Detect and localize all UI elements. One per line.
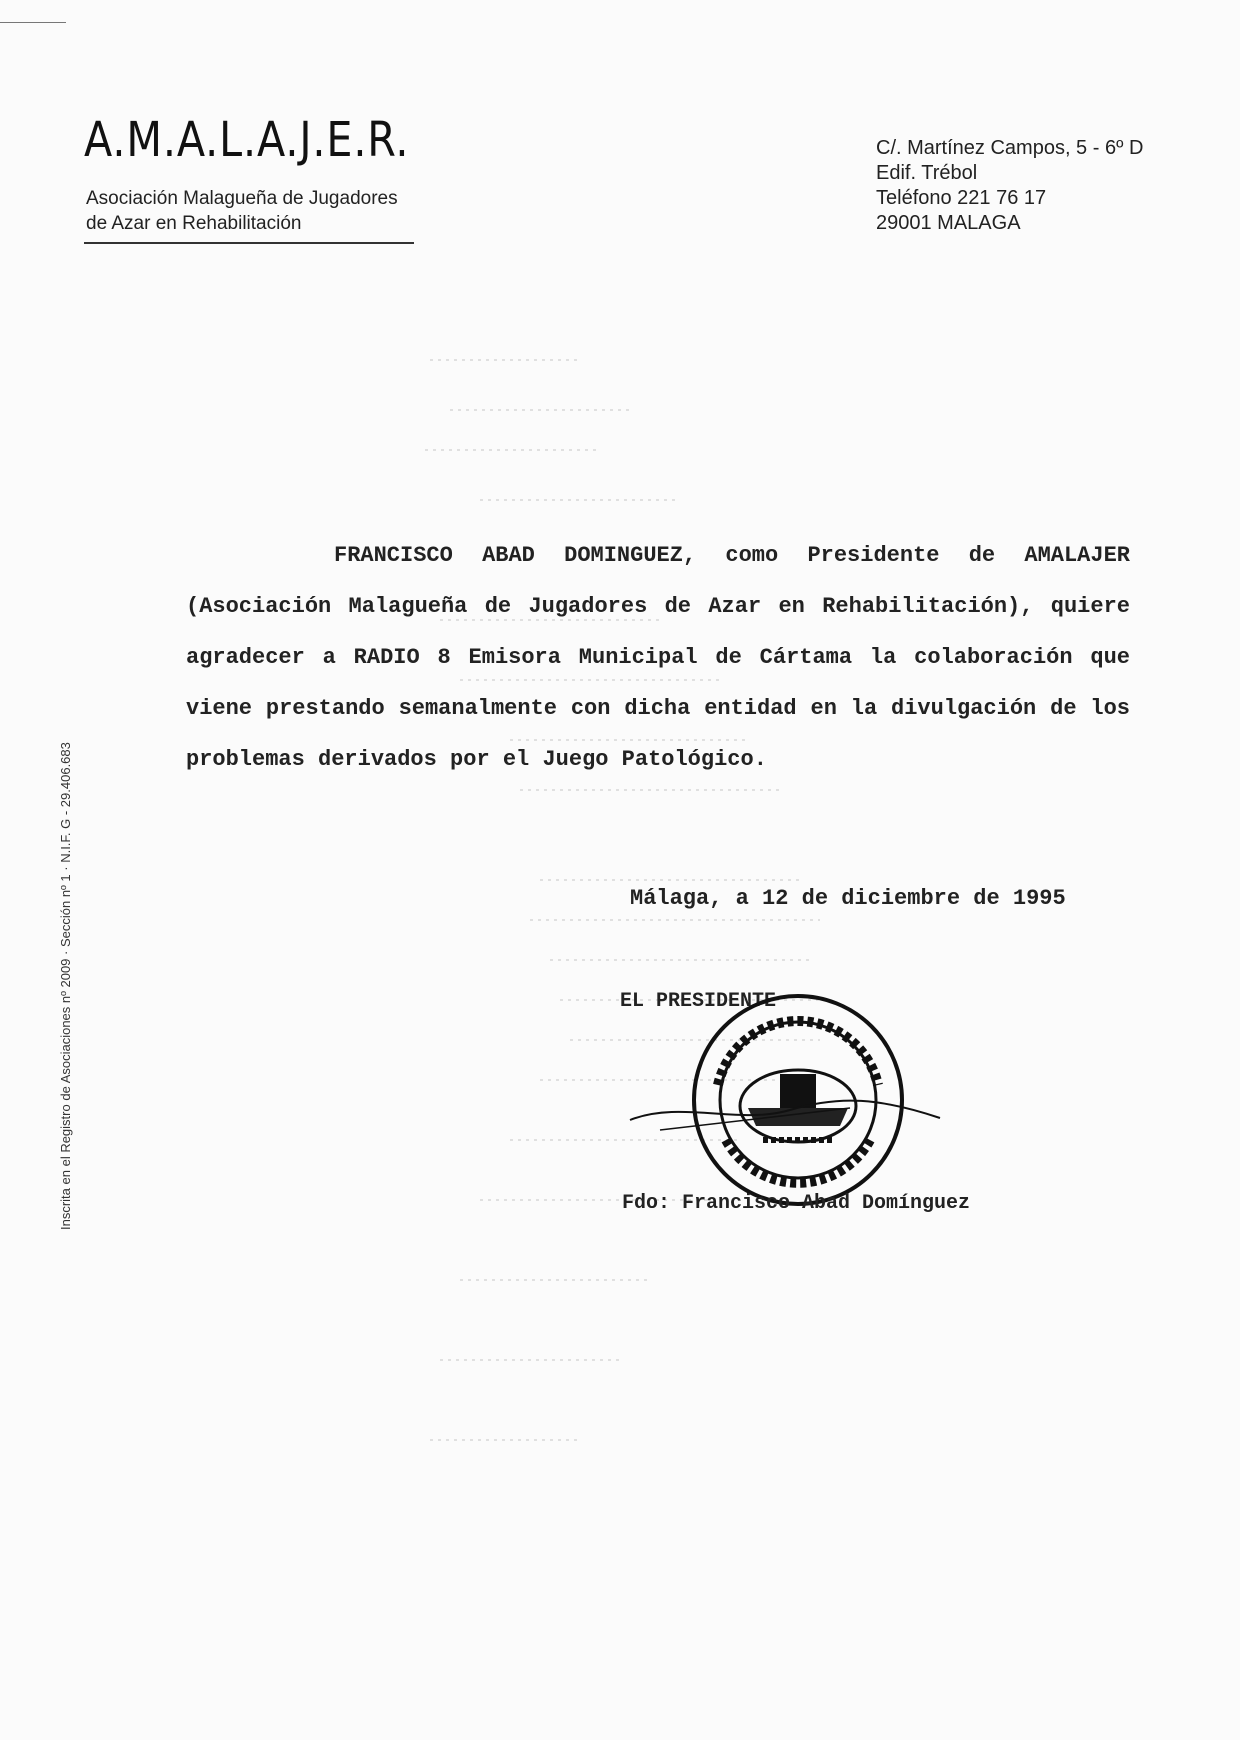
letterhead-rule [84, 242, 414, 244]
letter-date: Málaga, a 12 de diciembre de 1995 [630, 886, 1066, 911]
organization-name-line-1: Asociación Malagueña de Jugadores [86, 188, 398, 209]
corner-mark [0, 22, 66, 23]
address-phone: Teléfono 221 76 17 [876, 187, 1047, 209]
address-city: 29001 MALAGA [876, 212, 1021, 234]
organization-name-line-2: de Azar en Rehabilitación [86, 213, 302, 234]
address-block [876, 136, 1143, 236]
registry-note: Inscrita en el Registro de Asociaciones nº 2009 · Sección nº 1 · N.I.F. G - 29.406.683 [58, 742, 73, 1230]
fax-noise-pattern [420, 320, 840, 1520]
organization-acronym: A.M.A.L.A.J.E.R. [84, 112, 410, 168]
letter-paragraph: FRANCISCO ABAD DOMINGUEZ, como Presidente de AMALAJER (Asociación Malagueña de Jugadores de Azar en Rehabilitación), quiere agradecer a RADIO 8 Emisora Municipal de Cártama la colaboración que viene prestando semanalmente con dicha entidad en la divulgación de los problemas derivados por el Juego Patológico. [186, 543, 1130, 772]
signature-title: EL PRESIDENTE [620, 990, 777, 1013]
signatory-name: Fdo: Francisco Abad Domínguez [622, 1192, 971, 1215]
handwritten-signature [620, 1080, 950, 1140]
letter-body [186, 530, 1130, 785]
organization-name [86, 186, 398, 236]
address-building: Edif. Trébol [876, 162, 978, 184]
address-street: C/. Martínez Campos, 5 - 6º D [876, 137, 1144, 159]
